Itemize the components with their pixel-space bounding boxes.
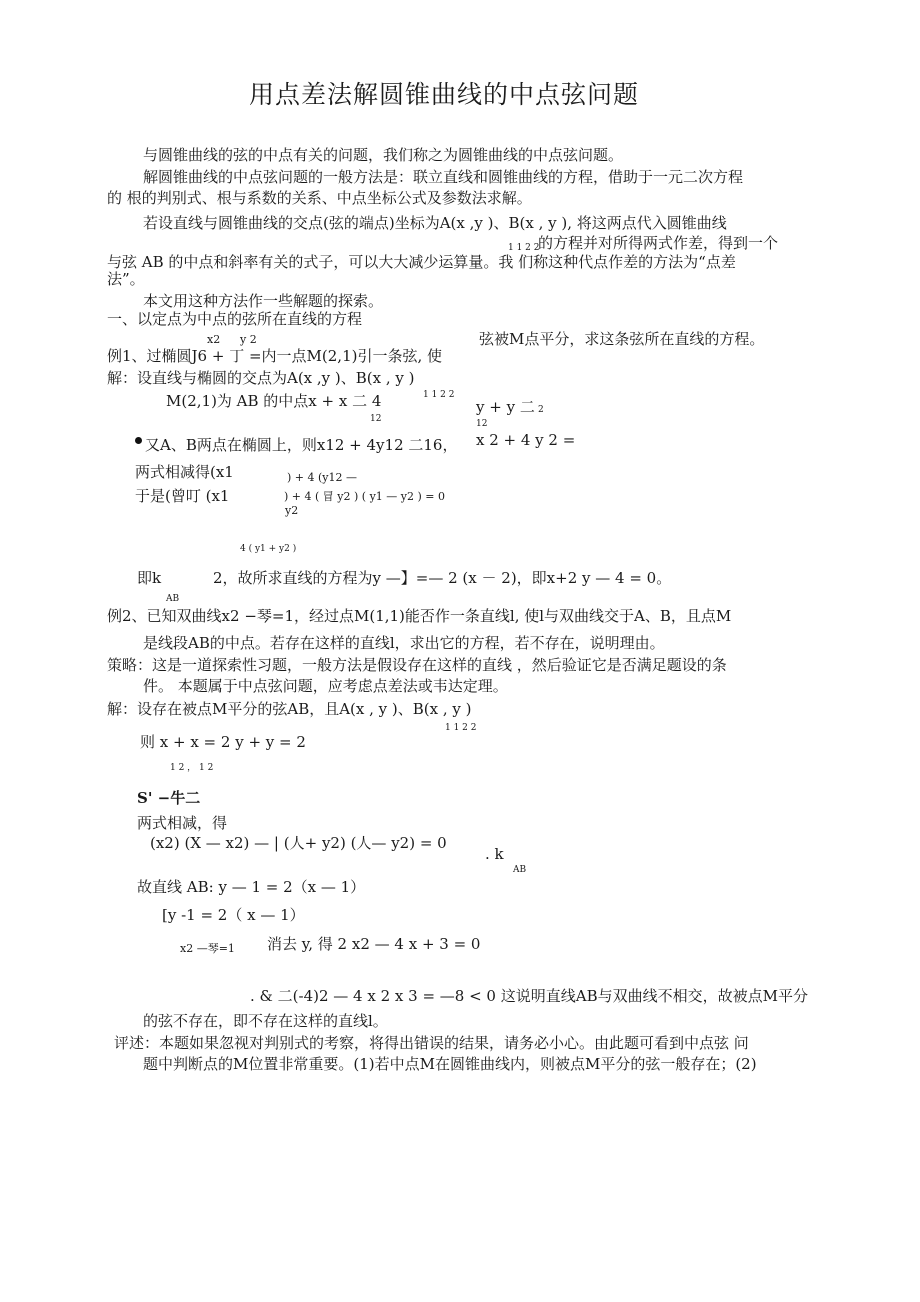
superscript: y 2: [240, 333, 257, 346]
formula: 两式相减得(x1: [135, 463, 234, 481]
section-heading: 一、以定点为中点的弦所在直线的方程: [107, 310, 363, 328]
paragraph: 解圆锥曲线的中点弦问题的一般方法是：联立直线和圆锥曲线的方程，借助于一元二次方程: [143, 168, 744, 186]
paragraph: 法”。: [107, 270, 145, 288]
formula: ) + 4 (y12 —: [287, 471, 357, 484]
paragraph: 的弦不存在，即不存在这样的直线l。: [143, 1012, 388, 1030]
formula: . k: [485, 845, 504, 863]
subscript: 1 2 ， 1 2: [170, 763, 214, 773]
paragraph: 与圆锥曲线的弦的中点有关的问题，我们称之为圆锥曲线的中点弦问题。: [143, 146, 624, 164]
subscript: 12: [370, 414, 382, 424]
example-question: 弦被M点平分，求这条弦所在直线的方程。: [479, 330, 765, 348]
formula: x 2 + 4 y 2 =: [476, 431, 576, 449]
page-title: 用点差法解圆锥曲线的中点弦问题: [249, 80, 640, 109]
superscript: 2: [538, 405, 544, 415]
formula: ) + 4 ( 冒 y2 ) ( y1 — y2 ) = 0: [284, 490, 445, 503]
formula: 故直线 AB: y — 1 = 2（x — 1）: [137, 878, 366, 896]
formula: 4 ( y1 + y2 ): [240, 544, 297, 554]
subscript: 1 1 2 2: [508, 243, 540, 253]
solution-line: 解：设直线与椭圆的交点为A(x ,y )、B(x , y ): [107, 369, 415, 387]
paragraph: 的 根的判别式、根与系数的关系、中点坐标公式及参数法求解。: [107, 189, 532, 207]
subscript: AB: [513, 865, 527, 875]
strategy-line: 策略：这是一道探索性习题，一般方法是假设存在这样的直线 ，然后验证它是否满足题设的条: [107, 656, 727, 674]
formula: 则 x + x = 2 y + y = 2: [140, 733, 306, 751]
strategy-line: 件。 本题属于中点弦问题，应考虑点差法或韦达定理。: [143, 677, 508, 695]
formula: S' −牛二: [137, 789, 201, 807]
paragraph: 若设直线与圆锥曲线的交点(弦的端点)坐标为A(x ,y )、B(x , y ), 将这两点代入圆锥曲线: [143, 214, 727, 232]
example-question: 例2、已知双曲线x2 −琴=1，经过点M(1,1)能否作一条直线l, 使l与双曲线交于A、B，且点M: [107, 607, 732, 625]
subscript: AB: [166, 594, 180, 604]
formula: 于是(曾叮 (x1: [135, 487, 230, 505]
subscript: 1 1 2 2: [423, 390, 455, 400]
formula: (x2) (X — x2) — | (人+ y2) (人— y2) = 0: [150, 834, 447, 852]
superscript: x2: [207, 333, 221, 346]
formula: 2，故所求直线的方程为y —】=— 2 (x － 2)，即x+2 y — 4 = 0。: [213, 569, 672, 587]
formula: [y -1 = 2（ x — 1）: [162, 906, 305, 924]
example-question: 是线段AB的中点。若存在这样的直线l，求出它的方程，若不存在，说明理由。: [143, 634, 665, 652]
formula: y2: [285, 504, 299, 517]
paragraph: 与弦 AB 的中点和斜率有关的式子，可以大大减少运算量。我 们称这种代点作差的方法为“点差: [107, 253, 736, 271]
paragraph: 的方程并对所得两式作差，得到一个: [538, 234, 779, 252]
paragraph: 本文用这种方法作一些解题的探索。: [143, 292, 384, 310]
example-question: 例1、过椭圆J6 + 丁 =内一点M(2,1)引一条弦, 使: [107, 347, 442, 365]
formula: 又A、B两点在椭圆上，则x12 + 4y12 二16，: [145, 436, 458, 454]
subscript: 12: [476, 419, 488, 429]
bullet-icon: [135, 437, 142, 444]
subscript: 1 1 2 2: [445, 723, 477, 733]
formula: 两式相减，得: [137, 814, 228, 832]
formula: y + y 二: [476, 398, 535, 416]
formula: . & 二(-4)2 — 4 x 2 x 3 = —8 < 0 这说明直线AB与双曲线不相交，故被点M平分: [250, 987, 808, 1005]
review-line: 评述：本题如果忽视对判别式的考察，将得出错误的结果，请务必小心。由此题可看到中点弦 问: [114, 1034, 749, 1052]
formula: x2 —琴=1: [180, 942, 235, 955]
solution-line: 解：设存在被点M平分的弦AB，且A(x , y )、B(x , y ): [107, 700, 472, 718]
formula: 消去 y, 得 2 x2 — 4 x + 3 = 0: [267, 935, 481, 953]
review-line: 题中判断点的M位置非常重要。(1)若中点M在圆锥曲线内，则被点M平分的弦一般存在；(2): [143, 1055, 757, 1073]
formula: 即k: [137, 569, 162, 587]
formula: M(2,1)为 AB 的中点x + x 二 4: [166, 392, 382, 410]
